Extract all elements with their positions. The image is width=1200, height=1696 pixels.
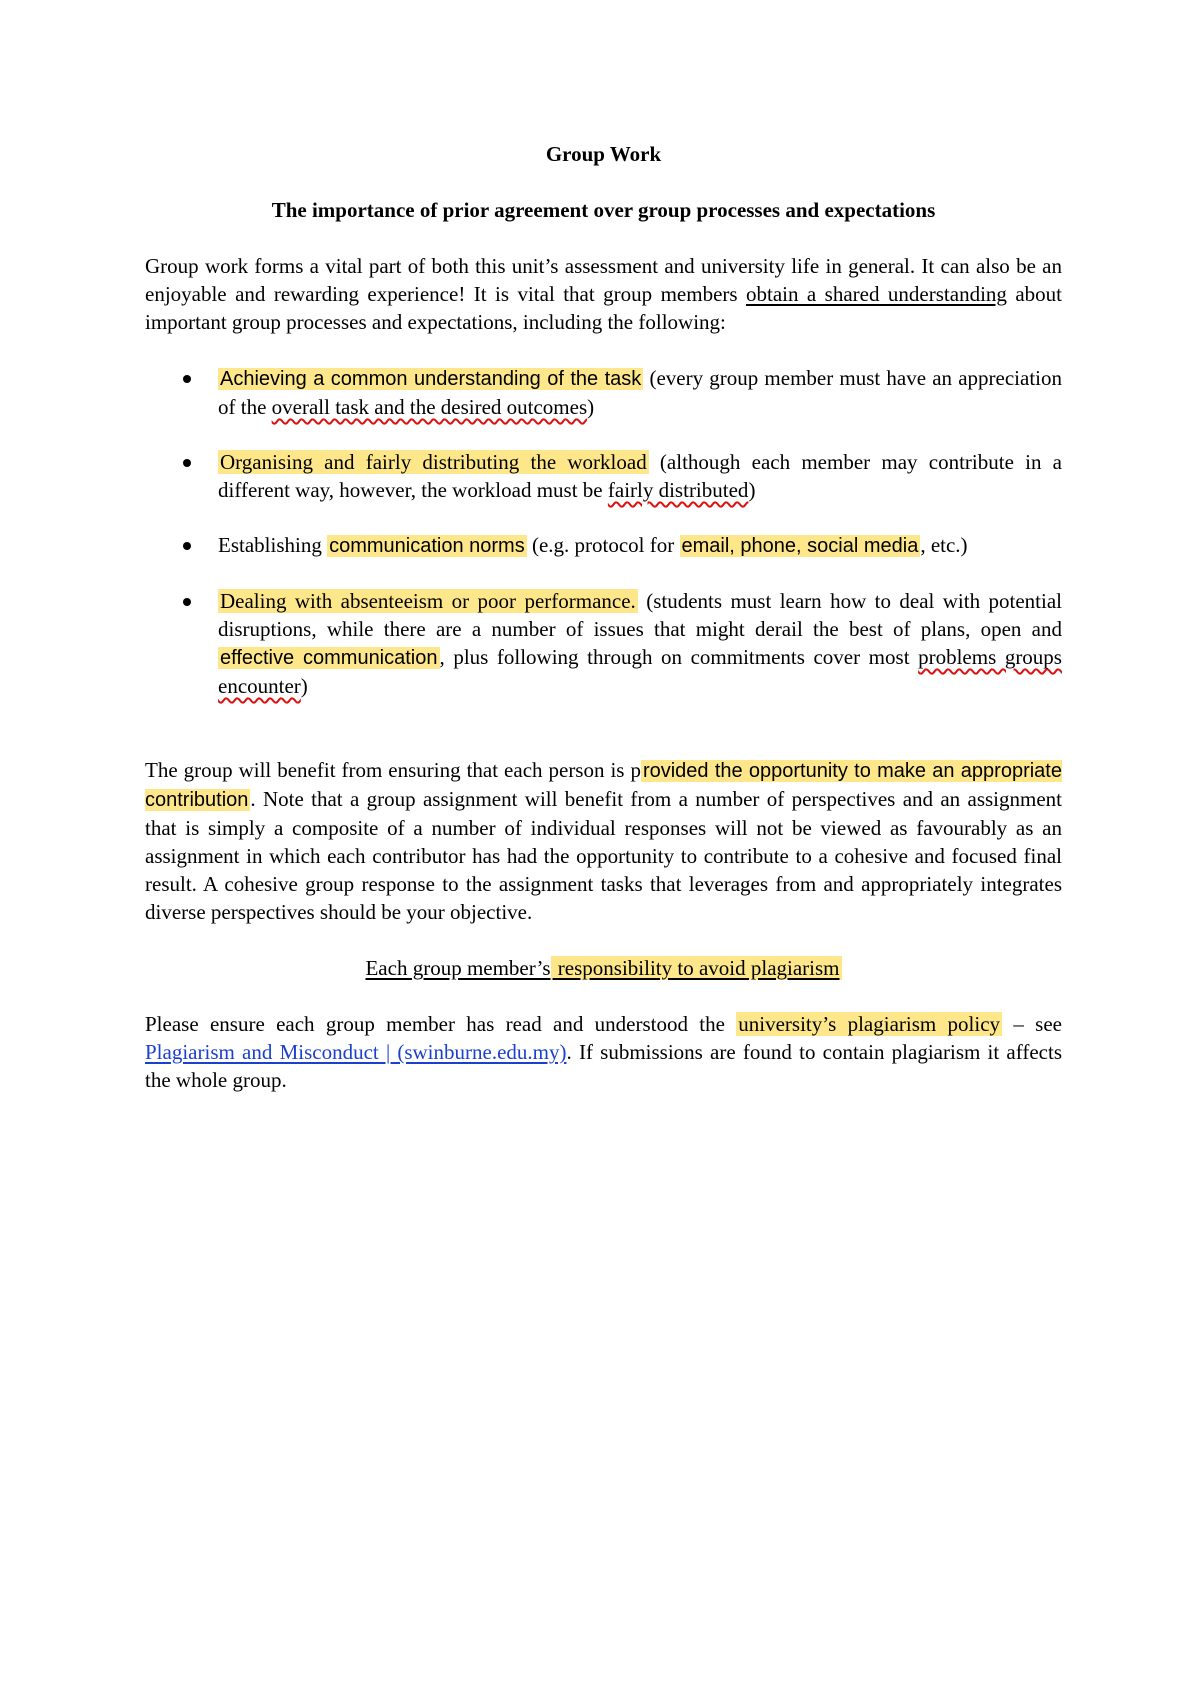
list-item-text: , plus following through on commitments cover most xyxy=(439,645,919,669)
list-item-text: ) xyxy=(748,478,756,502)
list-item xyxy=(145,531,1062,560)
paragraph-text: – see xyxy=(1002,1012,1062,1036)
list-item-text: Establishing xyxy=(218,533,328,557)
highlighted-text: university’s plagiarism policy xyxy=(738,1012,1001,1036)
document-subtitle: The importance of prior agreement over group processes and expectations xyxy=(271,198,936,222)
spellcheck-underlined-text: overall task and the desired outcomes xyxy=(271,395,588,419)
intro-text-1: Group work forms a vital part of both this unit’s assessment and university life in general. It can also be an enjoyable and rewarding experience! It is vital that group members xyxy=(145,254,1062,306)
highlighted-text: email, phone, social media xyxy=(681,535,919,557)
highlighted-text: communication norms xyxy=(329,535,525,557)
list-item-text: ) xyxy=(587,395,595,419)
paragraph-text: . Note that a group assignment will benefit from a number of perspectives and an assignment that is simply a composite of a number of individual responses will not be viewed as favourably as an assignment in which each contributor has had the opportunity to contribute to a cohesive and focused final result. A cohesive group response to the assignment tasks that leverages from and appropriately integrates diverse perspectives should be your objective. xyxy=(145,787,1062,924)
highlighted-heading-text: responsibility to avoid plagiarism xyxy=(552,956,840,980)
spellcheck-underlined-text: fairly distributed xyxy=(607,478,749,502)
list-item-text: ) xyxy=(300,674,308,698)
intro-underlined-text: obtain a shared understanding xyxy=(746,282,1007,306)
list-item-text: (students must learn how to deal with potential disruptions, while there are a number of issues that might derail the best of plans, open and xyxy=(218,589,1062,641)
bullet-icon xyxy=(183,598,191,606)
list-item-text: (although each member may contribute in a different way, however, the workload must be xyxy=(218,450,1063,502)
intro-paragraph xyxy=(145,252,1062,336)
highlighted-text: effective communication xyxy=(220,647,438,669)
plagiarism-heading xyxy=(145,954,1062,982)
list-item xyxy=(145,448,1062,504)
spellcheck-underlined-text: problems groups encounter xyxy=(218,645,1062,698)
list-item-text: (every group member must have an appreciation of the xyxy=(218,366,1062,419)
list-item xyxy=(145,587,1062,700)
bullet-icon xyxy=(183,375,191,383)
highlighted-text: rovided the opportunity to make an appropriate contribution xyxy=(145,760,1062,811)
list-item-text: (e.g. protocol for xyxy=(526,533,680,557)
list-item-text: , etc.) xyxy=(920,533,968,557)
highlighted-text: Dealing with absenteeism or poor performance. xyxy=(220,589,636,613)
plagiarism-paragraph xyxy=(145,1010,1062,1094)
highlighted-text: Achieving a common understanding of the task xyxy=(220,368,642,390)
spacer xyxy=(145,728,1062,756)
bullet-icon xyxy=(183,542,191,550)
bullet-icon xyxy=(183,459,191,467)
plagiarism-policy-link[interactable]: Plagiarism and Misconduct | (swinburne.edu.my) xyxy=(145,1040,567,1064)
document-title: Group Work xyxy=(545,142,662,166)
highlighted-text: Organising and fairly distributing the workload xyxy=(220,450,647,474)
contribution-paragraph xyxy=(145,756,1062,926)
paragraph-text: Please ensure each group member has read and understood the xyxy=(145,1012,737,1036)
intro-text-2: about important group processes and expectations, including the following: xyxy=(145,282,1062,334)
heading-text: Each group member’s xyxy=(365,956,551,980)
list-item xyxy=(145,364,1062,421)
paragraph-text: The group will benefit from ensuring that each person is p xyxy=(145,758,641,782)
paragraph-text: . If submissions are found to contain plagiarism it affects the whole group. xyxy=(145,1040,1062,1092)
expectations-list xyxy=(145,364,1062,700)
